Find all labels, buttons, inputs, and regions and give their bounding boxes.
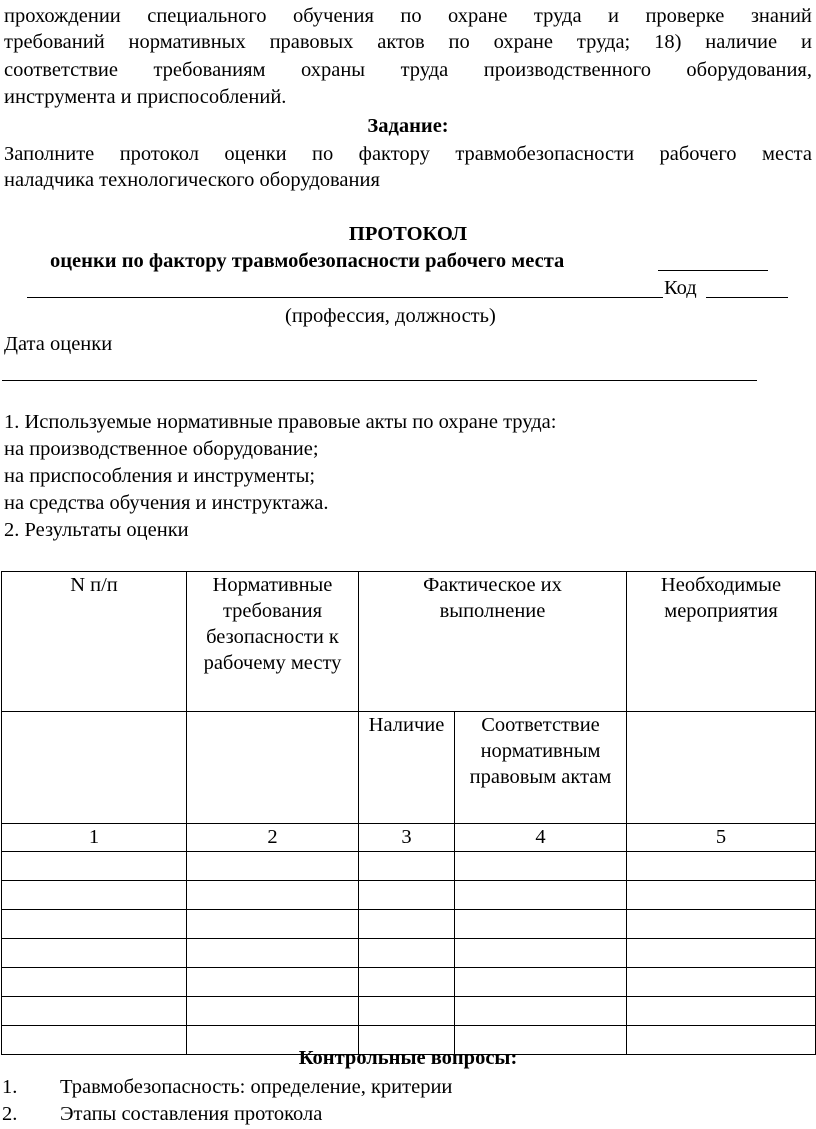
- results-table: [1, 571, 816, 1055]
- table-cell[interactable]: [2, 997, 187, 1026]
- table-cell[interactable]: [2, 881, 187, 910]
- table-cell[interactable]: [359, 939, 455, 968]
- task-line-1: [4, 142, 812, 166]
- word: требований: [4, 31, 105, 53]
- word: Заполните: [4, 143, 95, 165]
- table-cell[interactable]: [187, 881, 359, 910]
- table-cell[interactable]: [455, 881, 627, 910]
- word: и: [608, 5, 620, 27]
- number-cell: 3: [359, 824, 455, 852]
- section1-item: на средства обучения и инструктажа.: [4, 492, 329, 514]
- number-cell: 1: [2, 824, 187, 852]
- word: рабочего: [659, 143, 737, 165]
- header-cell-requirements: Нормативные требования безопасности к рабочему месту: [187, 572, 359, 712]
- table-row: [2, 939, 816, 968]
- word: прохождении: [4, 5, 121, 27]
- table-cell[interactable]: [2, 968, 187, 997]
- section1-item: на приспособления и инструменты;: [4, 465, 316, 487]
- word: требованиям: [153, 59, 266, 81]
- word: по: [400, 5, 422, 27]
- intro-line-1: [4, 4, 812, 28]
- question-number: 1.: [2, 1076, 18, 1098]
- table-row: [2, 997, 816, 1026]
- task-heading: Задание:: [367, 115, 449, 137]
- header-cell-measures: Необходимые мероприятия: [627, 572, 816, 712]
- table-cell: [2, 712, 187, 824]
- table-cell[interactable]: [627, 997, 816, 1026]
- subheader-cell-presence: Наличие: [359, 712, 455, 824]
- word: соответствие: [4, 59, 118, 81]
- table-cell[interactable]: [455, 939, 627, 968]
- word: оценки: [224, 143, 287, 165]
- word: производственного: [483, 59, 651, 81]
- profession-blank: [27, 297, 663, 298]
- table-cell[interactable]: [187, 910, 359, 939]
- table-cell[interactable]: [187, 852, 359, 881]
- task-line-2: наладчика технологического оборудования: [4, 169, 380, 191]
- header-cell-actual: Фактическое их выполнение: [359, 572, 627, 712]
- question-text: Этапы составления протокола: [60, 1103, 323, 1125]
- protocol-title: ПРОТОКОЛ: [348, 223, 468, 245]
- word: травмобезопасности: [455, 143, 635, 165]
- table-row: [2, 881, 816, 910]
- section2-heading: 2. Результаты оценки: [4, 519, 189, 541]
- table-row: [2, 968, 816, 997]
- word: знаний: [750, 5, 812, 27]
- table-cell: [627, 712, 816, 824]
- table-numbering-row: [2, 824, 816, 852]
- profession-caption: (профессия, должность): [285, 305, 496, 327]
- word: актов: [377, 31, 425, 53]
- table-header-row: [2, 572, 816, 712]
- table-cell[interactable]: [359, 997, 455, 1026]
- intro-line-4: инструмента и приспособлений.: [4, 86, 287, 108]
- table-cell[interactable]: [2, 910, 187, 939]
- section1-item: на производственное оборудование;: [4, 438, 319, 460]
- word: оборудования,: [686, 59, 812, 81]
- table-row: [2, 910, 816, 939]
- word: правовых: [269, 31, 354, 53]
- question-text: Травмобезопасность: определение, критерии: [60, 1076, 453, 1098]
- word: по: [312, 143, 334, 165]
- header-cell-number: N п/п: [2, 572, 187, 712]
- table-cell[interactable]: [359, 852, 455, 881]
- code-label: Код: [664, 277, 697, 299]
- number-cell: 2: [187, 824, 359, 852]
- table-cell[interactable]: [627, 968, 816, 997]
- word: охране: [493, 31, 554, 53]
- word: 18): [654, 31, 682, 53]
- code-blank: [706, 297, 788, 298]
- table-cell[interactable]: [359, 968, 455, 997]
- word: места: [761, 143, 812, 165]
- table-cell[interactable]: [2, 939, 187, 968]
- table-subheader-row: [2, 712, 816, 824]
- table-cell[interactable]: [359, 881, 455, 910]
- table-cell: [187, 712, 359, 824]
- table-cell[interactable]: [627, 852, 816, 881]
- questions-heading: Контрольные вопросы:: [298, 1047, 518, 1069]
- table-cell[interactable]: [455, 910, 627, 939]
- word: охране: [448, 5, 508, 27]
- word: обучения: [293, 5, 374, 27]
- word: специального: [147, 5, 267, 27]
- table-cell[interactable]: [187, 997, 359, 1026]
- word: протокол: [119, 143, 199, 165]
- date-blank: [2, 380, 757, 381]
- section1-heading: 1. Используемые нормативные правовые акты по охране труда:: [4, 411, 557, 433]
- table-cell[interactable]: [627, 910, 816, 939]
- intro-line-2: [4, 30, 812, 54]
- table-cell[interactable]: [627, 881, 816, 910]
- word: труда: [533, 5, 582, 27]
- intro-line-3: [4, 58, 812, 82]
- subheader-cell-compliance: Соответствие нормативным правовым актам: [455, 712, 627, 824]
- workplace-blank: [658, 270, 768, 271]
- table-cell[interactable]: [359, 910, 455, 939]
- table-cell[interactable]: [455, 852, 627, 881]
- word: проверке: [645, 5, 725, 27]
- word: нормативных: [128, 31, 246, 53]
- protocol-subtitle: оценки по фактору травмобезопасности рабочего места: [50, 250, 565, 272]
- table-cell[interactable]: [455, 968, 627, 997]
- word: и: [801, 31, 812, 53]
- table-row: [2, 852, 816, 881]
- table-cell[interactable]: [455, 997, 627, 1026]
- number-cell: 5: [627, 824, 816, 852]
- question-number: 2.: [2, 1103, 18, 1125]
- word: фактору: [358, 143, 430, 165]
- word: охраны: [301, 59, 366, 81]
- table-cell[interactable]: [187, 968, 359, 997]
- table-cell[interactable]: [2, 852, 187, 881]
- number-cell: 4: [455, 824, 627, 852]
- word: труда;: [576, 31, 631, 53]
- word: наличие: [705, 31, 778, 53]
- word: по: [448, 31, 470, 53]
- table-cell[interactable]: [187, 939, 359, 968]
- table-cell[interactable]: [627, 939, 816, 968]
- word: труда: [400, 59, 449, 81]
- date-label: Дата оценки: [4, 333, 113, 355]
